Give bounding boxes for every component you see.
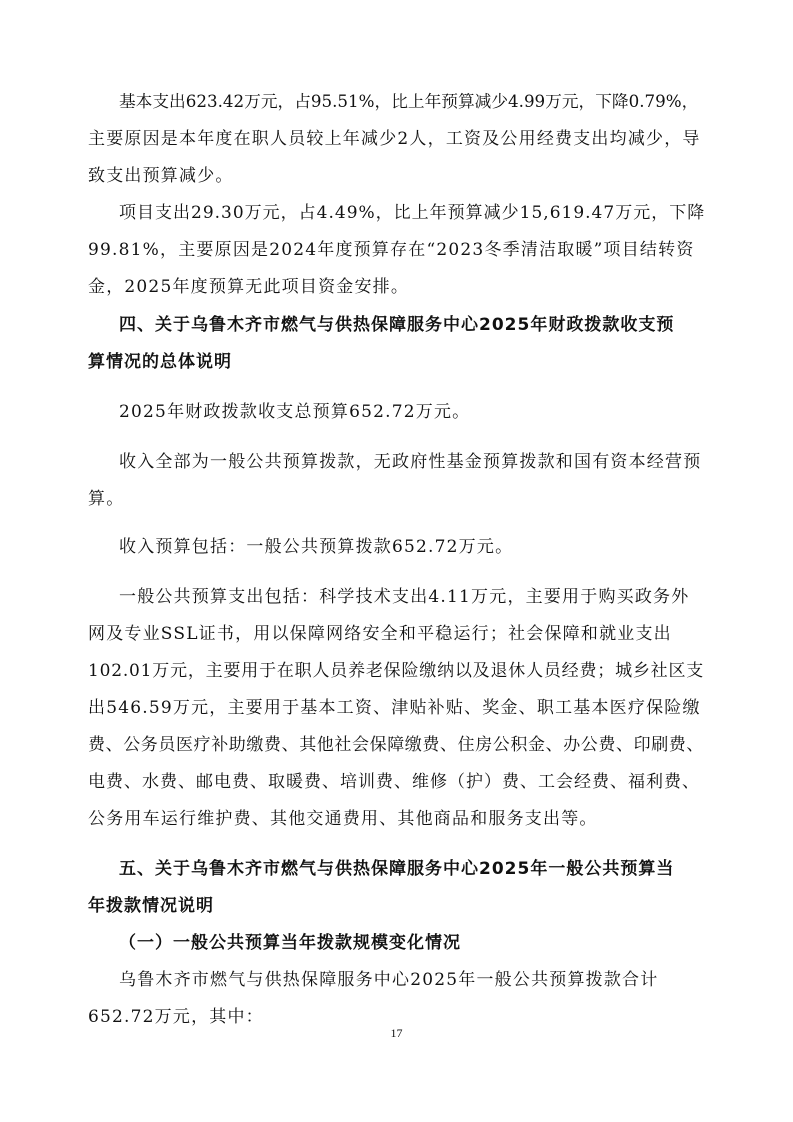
- paragraph-line: 网及专业SSL证书，用以保障网络安全和平稳运行；社会保障和就业支出: [88, 624, 672, 644]
- paragraph-line: 主要原因是本年度在职人员较上年减少2人，工资及公用经费支出均减少，导: [88, 129, 701, 149]
- paragraph-line: 乌鲁木齐市燃气与供热保障服务中心2025年一般公共预算拨款合计: [119, 970, 659, 990]
- paragraph-line: 一般公共预算支出包括：科学技术支出4.11万元，主要用于购买政务外: [119, 587, 690, 607]
- section-heading: 四、关于乌鲁木齐市燃气与供热保障服务中心2025年财政拨款收支预: [119, 315, 675, 335]
- paragraph-line: 收入预算包括：一般公共预算拨款652.72万元。: [119, 537, 514, 557]
- section-heading: 算情况的总体说明: [88, 352, 232, 372]
- paragraph-line: 金，2025年度预算无此项目资金安排。: [88, 277, 410, 297]
- paragraph-line: 项目支出29.30万元，占4.49%，比上年预算减少15,619.47万元，下降: [119, 203, 706, 223]
- page-number: 17: [390, 1026, 403, 1040]
- paragraph-line: 致支出预算减少。: [88, 166, 234, 186]
- paragraph-line: 99.81%，主要原因是2024年度预算存在“2023冬季清洁取暖”项目结转资: [88, 240, 695, 260]
- paragraph-line: 电费、水费、邮电费、取暖费、培训费、维修（护）费、工会经费、福利费、: [88, 772, 700, 792]
- paragraph-line: 基本支出623.42万元，占95.51%，比上年预算减少4.99万元，下降0.79%，: [119, 91, 699, 111]
- paragraph-line: 出546.59万元，主要用于基本工资、津贴补贴、奖金、职工基本医疗保险缴: [88, 698, 701, 718]
- subsection-heading: （一）一般公共预算当年拨款规模变化情况: [119, 933, 461, 953]
- paragraph-line: 652.72万元，其中：: [88, 1007, 264, 1027]
- paragraph-line: 费、公务员医疗补助缴费、其他社会保障缴费、住房公积金、办公费、印刷费、: [88, 735, 704, 755]
- paragraph-line: 102.01万元，主要用于在职人员养老保险缴纳以及退休人员经费；城乡社区支: [88, 661, 705, 681]
- paragraph-line: 收入全部为一般公共预算拨款，无政府性基金预算拨款和国有资本经营预: [119, 452, 702, 472]
- paragraph-line: 算。: [88, 489, 125, 509]
- paragraph-line: 公务用车运行维护费、其他交通费用、其他商品和服务支出等。: [88, 809, 598, 829]
- paragraph-line: 2025年财政拨款收支总预算652.72万元。: [119, 402, 471, 422]
- section-heading: 五、关于乌鲁木齐市燃气与供热保障服务中心2025年一般公共预算当: [119, 859, 675, 879]
- section-heading: 年拨款情况说明: [88, 896, 214, 916]
